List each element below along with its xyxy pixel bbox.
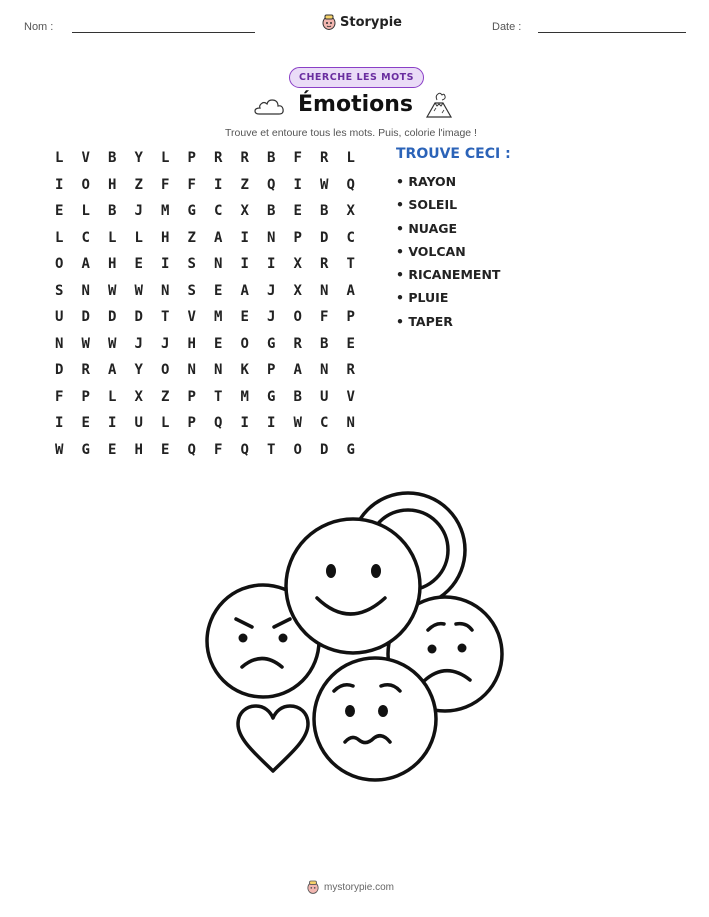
grid-letter: A (240, 282, 249, 299)
brand (322, 14, 402, 30)
grid-letter: X (346, 203, 355, 219)
grid-letter: F (214, 441, 223, 458)
grid-letter: L (161, 150, 170, 166)
heart-icon (238, 706, 308, 771)
grid-letter: T (161, 309, 170, 325)
grid-letter: S (187, 282, 196, 299)
grid-letter: G (346, 441, 355, 458)
grid-letter: N (346, 415, 355, 431)
grid-letter: B (293, 388, 302, 405)
grid-letter: C (320, 415, 329, 431)
grid-letter: X (293, 282, 302, 299)
grid-letter: O (55, 256, 64, 272)
grid-letter: W (320, 176, 329, 193)
grid-letter: B (108, 203, 117, 219)
grid-letter: J (161, 335, 170, 352)
grid-letter: H (108, 256, 117, 272)
grid-letter: B (267, 150, 276, 166)
grid-letter: J (267, 282, 276, 299)
grid-letter: N (81, 282, 90, 299)
grid-letter: M (214, 309, 223, 325)
grid-letter: Z (134, 176, 143, 193)
grid-letter: E (81, 415, 90, 431)
grid-letter: D (108, 309, 117, 325)
footer-site: mystorypie.com (324, 881, 395, 893)
grid-letter: B (320, 335, 329, 352)
date-line (538, 32, 686, 33)
word-list-item: • NUAGE (396, 220, 458, 236)
grid-letter: P (187, 415, 196, 431)
word-list-item: • SOLEIL (396, 197, 458, 213)
grid-letter: A (81, 256, 90, 272)
grid-letter: W (108, 335, 117, 352)
word-list-item: • RICANEMENT (396, 267, 501, 283)
grid-letter: M (161, 203, 170, 219)
grid-letter: I (240, 256, 249, 272)
grid-letter: B (320, 203, 329, 219)
grid-letter: F (293, 150, 302, 166)
grid-letter: J (134, 203, 143, 219)
name-label: Nom : (24, 21, 54, 33)
grid-letter: F (187, 176, 196, 193)
grid-letter: L (81, 203, 90, 219)
word-list-item: • VOLCAN (396, 243, 466, 259)
grid-letter: Q (187, 441, 196, 458)
instructions: Trouve et entoure tous les mots. Puis, colorie l'image ! (225, 127, 477, 139)
grid-letter: G (267, 335, 276, 352)
grid-letter: L (55, 229, 64, 246)
cloud-icon (253, 95, 285, 117)
grid-letter: T (267, 441, 276, 458)
grid-letter: E (55, 203, 64, 219)
grid-letter: N (161, 282, 170, 299)
grid-letter: I (267, 415, 276, 431)
word-list-item: • RAYON (396, 174, 457, 189)
grid-letter: B (108, 150, 117, 166)
grid-letter: D (320, 229, 329, 246)
grid-letter: P (267, 362, 276, 378)
grid-letter: R (320, 150, 329, 166)
grid-letter: W (134, 282, 143, 299)
grid-letter: V (346, 388, 355, 405)
grid-letter: N (214, 256, 223, 272)
grid-letter: D (81, 309, 90, 325)
grid-letter: A (346, 282, 355, 299)
date-label: Date : (492, 21, 522, 33)
grid-letter: R (346, 362, 355, 378)
grid-letter: Q (267, 176, 276, 193)
grid-letter: O (240, 335, 249, 352)
grid-letter: G (187, 203, 196, 219)
grid-letter: N (320, 282, 329, 299)
word-list-item: • TAPER (396, 313, 453, 329)
grid-letter: R (81, 362, 90, 378)
grid-letter: L (161, 415, 170, 431)
grid-letter: E (134, 256, 143, 272)
grid-letter: G (267, 388, 276, 405)
grid-letter: L (108, 229, 117, 246)
grid-letter: A (214, 229, 223, 246)
grid-letter: K (240, 362, 249, 378)
grid-letter: N (214, 362, 223, 378)
grid-letter: P (187, 150, 196, 166)
grid-letter: O (293, 309, 302, 325)
grid-letter: P (187, 388, 196, 405)
grid-letter: E (161, 441, 170, 458)
grid-letter: R (214, 150, 223, 166)
grid-letter: E (214, 282, 223, 299)
grid-letter: E (214, 335, 223, 352)
grid-letter: L (346, 150, 355, 166)
grid-letter: X (240, 203, 249, 219)
grid-letter: E (346, 335, 355, 352)
grid-letter: R (240, 150, 249, 166)
grid-letter: I (293, 176, 302, 193)
grid-letter: E (293, 203, 302, 219)
grid-letter: M (240, 388, 249, 405)
grid-letter: I (55, 415, 64, 431)
letter-grid (46, 150, 364, 468)
grid-letter: W (55, 441, 64, 458)
grid-letter: U (320, 388, 329, 405)
grid-letter: E (108, 441, 117, 458)
grid-letter: I (240, 415, 249, 431)
grid-letter: S (187, 256, 196, 272)
word-list-title: TROUVE CECI : (396, 146, 511, 162)
grid-letter: U (55, 309, 64, 325)
storypie-logo-icon (307, 880, 319, 894)
grid-letter: L (134, 229, 143, 246)
grid-letter: T (346, 256, 355, 272)
storypie-logo-icon (322, 14, 336, 30)
grid-letter: A (108, 362, 117, 378)
word-list (396, 174, 500, 337)
grid-letter: H (134, 441, 143, 458)
grid-letter: L (108, 388, 117, 405)
brand-name: Storypie (340, 14, 402, 30)
happy-face-icon (286, 519, 420, 653)
grid-letter: I (214, 176, 223, 193)
grid-letter: O (293, 441, 302, 458)
grid-letter: Z (161, 388, 170, 405)
grid-letter: L (55, 150, 64, 166)
grid-letter: I (108, 415, 117, 431)
footer (307, 880, 394, 894)
grid-letter: G (81, 441, 90, 458)
volcano-icon (424, 91, 454, 119)
grid-letter: W (108, 282, 117, 299)
grid-letter: Q (346, 176, 355, 193)
grid-letter: F (320, 309, 329, 325)
grid-letter: Y (134, 150, 143, 166)
grid-letter: T (214, 388, 223, 405)
grid-letter: H (187, 335, 196, 352)
grid-letter: N (320, 362, 329, 378)
grid-letter: F (161, 176, 170, 193)
activity-badge: CHERCHE LES MOTS (289, 67, 424, 88)
grid-letter: O (81, 176, 90, 193)
grid-letter: V (81, 150, 90, 166)
grid-letter: W (293, 415, 302, 431)
grid-letter: H (108, 176, 117, 193)
word-list-item: • PLUIE (396, 290, 449, 306)
grid-letter: N (55, 335, 64, 352)
grid-letter: I (55, 176, 64, 193)
name-line (72, 32, 255, 33)
grid-letter: P (81, 388, 90, 405)
worried-face-icon (314, 658, 436, 780)
grid-letter: F (55, 388, 64, 405)
grid-letter: R (320, 256, 329, 272)
grid-letter: I (267, 256, 276, 272)
grid-letter: Y (134, 362, 143, 378)
grid-letter: N (187, 362, 196, 378)
grid-letter: I (240, 229, 249, 246)
grid-letter: Q (240, 441, 249, 458)
grid-letter: Z (187, 229, 196, 246)
grid-letter: C (81, 229, 90, 246)
grid-letter: P (293, 229, 302, 246)
grid-letter: E (240, 309, 249, 325)
grid-letter: V (187, 309, 196, 325)
grid-letter: D (55, 362, 64, 378)
grid-letter: B (267, 203, 276, 219)
grid-letter: Z (240, 176, 249, 193)
grid-letter: W (81, 335, 90, 352)
grid-letter: C (346, 229, 355, 246)
grid-letter: A (293, 362, 302, 378)
grid-letter: D (320, 441, 329, 458)
grid-letter: I (161, 256, 170, 272)
grid-letter: X (293, 256, 302, 272)
grid-letter: X (134, 388, 143, 405)
grid-letter: N (267, 229, 276, 246)
grid-letter: J (134, 335, 143, 352)
grid-letter: H (161, 229, 170, 246)
page-title: Émotions (298, 92, 413, 117)
grid-letter: S (55, 282, 64, 299)
grid-letter: R (293, 335, 302, 352)
grid-letter: Q (214, 415, 223, 431)
grid-letter: P (346, 309, 355, 325)
grid-letter: J (267, 309, 276, 325)
grid-letter: U (134, 415, 143, 431)
emotion-faces-illustration (200, 488, 510, 783)
grid-letter: O (161, 362, 170, 378)
grid-letter: D (134, 309, 143, 325)
grid-letter: C (214, 203, 223, 219)
